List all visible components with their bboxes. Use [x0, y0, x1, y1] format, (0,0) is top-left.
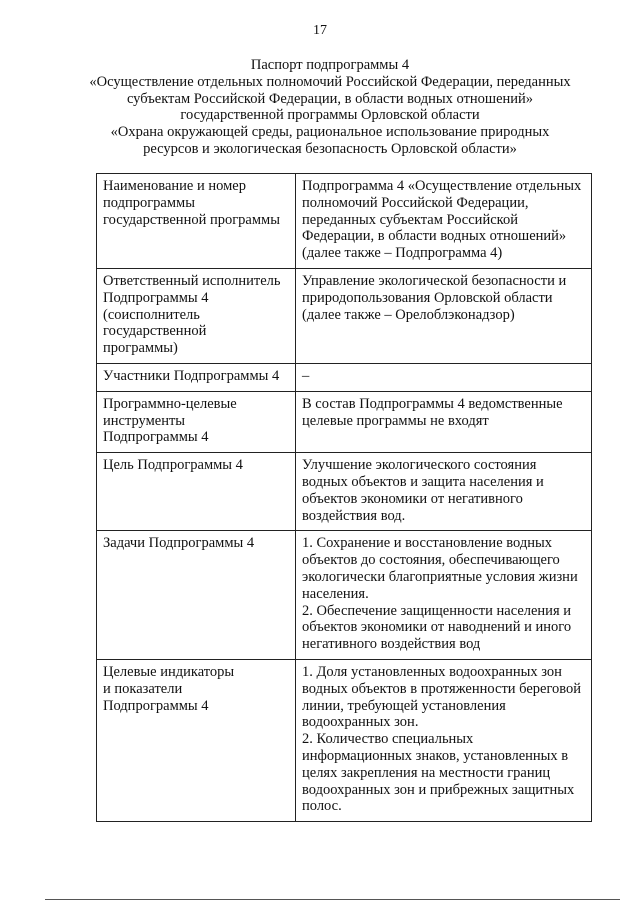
label-text-line: Задачи Подпрограммы 4 [103, 535, 255, 552]
label-text-line: подпрограммы [103, 194, 195, 211]
label-text-line: инструменты [103, 412, 186, 429]
label-text-line: Ответственный исполнитель [103, 272, 281, 289]
row-value-cell [296, 453, 592, 531]
table-row [97, 531, 592, 660]
value-text-line: Улучшение экологического состояния [302, 457, 537, 474]
value-text-line: (далее также – Орелоблэконадзор) [302, 306, 515, 323]
page-number: 17 [313, 23, 327, 38]
value-text-line: полномочий Российской Федерации, [302, 194, 529, 211]
title-line: «Охрана окружающей среды, рациональное использование природных [110, 124, 550, 141]
value-text-line: целях закрепления на местности границ [302, 764, 551, 781]
value-text-line: – [302, 367, 310, 384]
value-text-line: объектов экономики от негативного [302, 490, 523, 507]
label-text-line: Целевые индикаторы [103, 663, 235, 680]
row-label-cell [97, 659, 296, 821]
row-label-cell [97, 391, 296, 452]
value-text-line: водных объектов и защита населения и [302, 473, 544, 490]
row-label-cell [97, 363, 296, 391]
page-edge-line [45, 899, 620, 900]
table-row [97, 659, 592, 821]
value-text-line: линии, требующей установления [302, 697, 506, 714]
value-text-line: водоохранных зон. [302, 714, 419, 731]
value-text-line: объектов экономики от наводнений и иного [302, 619, 572, 636]
row-value-cell [296, 659, 592, 821]
value-text-line: 1. Сохранение и восстановление водных [302, 535, 552, 552]
value-text-line: воздействия вод. [302, 507, 406, 524]
passport-table [96, 173, 592, 822]
value-text-line: 2. Количество специальных [302, 731, 474, 748]
value-text-line: переданных субъектам Российской [302, 211, 518, 228]
row-label-cell [97, 531, 296, 660]
value-text-line: водных объектов в протяженности береговой [302, 680, 582, 697]
table-row [97, 363, 592, 391]
title-line: субъектам Российской Федерации, в области водных отношений» [126, 90, 534, 107]
row-label-cell [97, 174, 296, 269]
label-text-line: Программно-целевые [103, 395, 237, 412]
label-text-line: государственной программы [103, 211, 280, 228]
table-row [97, 174, 592, 269]
value-text-line: 1. Доля установленных водоохранных зон [302, 663, 562, 680]
value-text-line: водоохранных зон и прибрежных защитных [302, 781, 575, 798]
row-value-cell [296, 363, 592, 391]
table-row [97, 391, 592, 452]
title-line: «Осуществление отдельных полномочий Российской Федерации, переданных [89, 73, 571, 90]
label-text-line: программы) [103, 340, 178, 357]
document-title [80, 57, 580, 158]
value-text-line: природопользования Орловской области [302, 289, 553, 306]
value-text-line: целевые программы не входят [302, 412, 489, 429]
row-value-cell [296, 391, 592, 452]
title-line: Паспорт подпрограммы 4 [250, 57, 410, 73]
label-text-line: (соисполнитель [103, 306, 200, 323]
label-text-line: Цель Подпрограммы 4 [103, 457, 243, 474]
value-text-line: Подпрограмма 4 «Осуществление отдельных [302, 178, 582, 194]
value-text-line: (далее также – Подпрограмма 4) [302, 245, 503, 262]
value-text-line: Федерации, в области водных отношений» [302, 228, 567, 245]
label-text-line: Участники Подпрограммы 4 [103, 367, 280, 384]
value-text-line: населения. [302, 585, 369, 602]
row-label-cell [97, 453, 296, 531]
row-value-cell [296, 531, 592, 660]
value-text-line: Управление экологической безопасности и [302, 272, 567, 289]
title-line: ресурсов и экологическая безопасность Орловской области» [143, 140, 517, 157]
row-label-cell [97, 268, 296, 363]
value-text-line: 2. Обеспечение защищенности населения и [302, 602, 572, 619]
value-text-line: негативного воздействия вод [302, 636, 481, 653]
label-text-line: и показатели [103, 680, 183, 697]
table-row [97, 268, 592, 363]
value-text-line: полос. [302, 798, 342, 815]
value-text-line: В состав Подпрограммы 4 ведомственные [302, 395, 563, 412]
row-value-cell [296, 174, 592, 269]
label-text-line: Подпрограммы 4 [103, 697, 209, 714]
label-text-line: Подпрограммы 4 [103, 429, 209, 446]
value-text-line: информационных знаков, установленных в [302, 747, 569, 764]
value-text-line: экологически благоприятные условия жизни [302, 568, 578, 585]
title-line: государственной программы Орловской области [180, 107, 480, 124]
label-text-line: Наименование и номер [103, 178, 246, 194]
row-value-cell [296, 268, 592, 363]
label-text-line: государственной [103, 323, 207, 340]
table-row [97, 453, 592, 531]
label-text-line: Подпрограммы 4 [103, 289, 209, 306]
value-text-line: объектов до состояния, обеспечивающего [302, 552, 560, 569]
